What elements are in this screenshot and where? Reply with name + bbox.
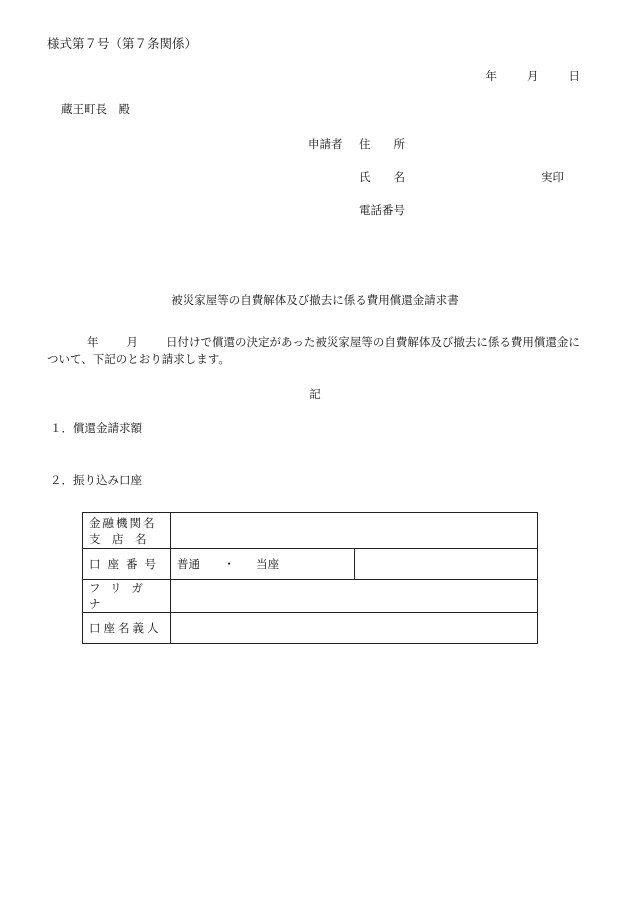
note-mark: 記 (309, 387, 321, 401)
table-row (83, 549, 538, 580)
furigana-label-cell (83, 580, 171, 613)
account-number-label: 口座番号 (89, 557, 163, 571)
bank-name-field[interactable] (171, 513, 538, 549)
account-number-field[interactable] (354, 549, 538, 580)
address-label: 住 所 (359, 137, 405, 151)
seal-label: 実印 (541, 170, 564, 184)
date-month: 月 (527, 69, 539, 83)
holder-label-cell (83, 613, 171, 644)
bank-label-cell (83, 513, 171, 549)
account-holder-field[interactable] (171, 613, 538, 644)
body-text (47, 334, 583, 368)
account-type-current[interactable]: 当座 (256, 557, 280, 571)
applicant-label: 申請者 (308, 137, 343, 151)
body-rest: 日付けで償還の決定があった被災家屋等の自費解体及び撤去に係る費用償還金について、下記のとおり請求します。 (47, 335, 580, 366)
date-year: 年 (485, 69, 497, 83)
branch-name-label: 支 店 名 (89, 531, 147, 546)
table-row (83, 613, 538, 644)
account-type-separator: ・ (223, 557, 235, 571)
bank-name-label: 金融機関名 (89, 515, 157, 530)
furigana-field[interactable] (171, 580, 538, 613)
phone-label: 電話番号 (359, 203, 405, 217)
account-holder-label: 口座名義人 (89, 621, 162, 635)
name-label: 氏 名 (359, 170, 405, 184)
table-row (83, 513, 538, 549)
account-number-label-cell (83, 549, 171, 580)
account-table (82, 512, 538, 644)
document-title: 被災家屋等の自費解体及び撤去に係る費用償還金請求書 (171, 293, 459, 307)
account-type-cell (171, 549, 355, 580)
account-type-ordinary[interactable]: 普通 (177, 557, 200, 571)
date-day: 日 (568, 69, 580, 83)
addressee: 蔵王町長 殿 (61, 102, 130, 116)
furigana-label: フリガナ (89, 581, 153, 611)
body-month: 月 (126, 335, 138, 349)
table-row (83, 580, 538, 613)
body-year: 年 (87, 335, 99, 349)
item-transfer-account: ２．振り込み口座 (50, 473, 142, 487)
item-claim-amount: １．償還金請求額 (50, 421, 142, 435)
date-line (486, 68, 581, 84)
form-number: 様式第７号（第７条関係） (47, 36, 198, 51)
